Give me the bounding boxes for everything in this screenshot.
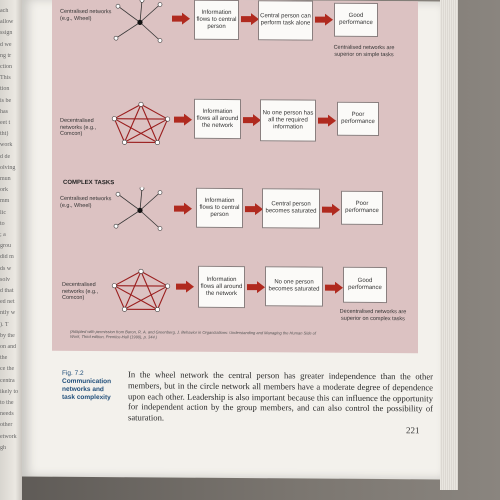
left-page-text: ntly w [0,310,16,317]
arrow-icon [315,14,333,26]
row-label-decentralised-complex: Decentralised networks (e.g., Comcon) [62,281,99,301]
network-link [114,286,157,310]
network-node [112,116,116,120]
network-node [140,187,144,190]
network-link [140,4,160,22]
network-link [140,0,142,22]
left-page-text: ed net [0,299,15,306]
network-link [114,119,157,143]
flow-box: Information flows all around the network [194,99,241,139]
network-node [155,307,159,311]
left-page-text: ssign [0,30,13,37]
network-link [141,271,168,286]
left-page-text: ). T [0,321,9,328]
outcome-box: Poor performance [341,191,383,225]
left-page-text: ce the [0,366,15,373]
network-node [165,284,169,288]
section-title: COMPLEX TASKS [63,179,115,187]
network-node [114,36,118,40]
network-link [141,104,168,119]
row-label-decentralised-simple: Decentralised networks (e.g., Comcon) [60,117,97,137]
arrow-icon [172,13,190,25]
page-number: 221 [406,425,420,436]
central-node [137,20,142,25]
left-page-text: work [0,142,13,149]
arrow-icon [318,115,336,127]
network-link [114,119,124,143]
left-page-text: to [0,220,5,227]
left-page-text: the [0,355,8,362]
arrow-icon [174,114,192,126]
network-node [122,307,126,311]
network-node [165,117,169,121]
flow-box: Central person can perform task alone [258,0,313,40]
figure-label [62,370,114,402]
flow-box: No one person has all the required information [260,99,316,141]
book-page [22,0,440,479]
network-link [140,22,160,40]
network-node [158,2,162,6]
left-page-text: on and [0,344,17,350]
network-link [125,286,168,310]
arrow-icon [174,203,192,215]
network-node [155,140,159,144]
left-page-text: is be [0,97,12,104]
left-page-text: has [0,108,8,115]
network-link [114,286,124,310]
row-label-centralised-simple: Centralised networks (e.g., Wheel) [60,8,112,22]
left-page-text: did m [0,254,14,261]
figure-title: Communication networks and task complexity [62,377,112,402]
network-link [114,104,141,119]
wheel-network-diagram [110,187,170,233]
left-page-text: ikely to [0,388,19,395]
network-link [125,104,141,142]
network-link [140,210,160,228]
network-node [139,102,143,106]
left-page-text: ; a [0,232,6,238]
left-page-text: other [0,422,13,429]
network-node [112,283,116,287]
arrow-icon [325,282,343,294]
comcon-network-diagram [108,98,174,148]
flow-box: Information flows to central person [194,0,239,40]
left-page-text: olving [0,164,16,171]
left-page-text: needs [0,411,14,418]
flow-box: Central person becomes saturated [262,188,320,228]
arrow-icon [176,281,194,293]
network-link [114,271,141,286]
left-page-text: d that [0,288,14,294]
wheel-network-diagram [110,0,170,46]
left-page-text: ng tr [0,52,12,59]
left-page-text: by the [0,332,15,339]
figure-credit: (Adapted with permission from Baron, R. A. and Greenberg, J. Behavior in Organizations: Understanding and Managing the Human Side of Work, Third edition, Prentice-Hall (1990), p. 344.) [70,328,316,340]
arrow-icon [322,204,340,216]
network-node [158,226,162,230]
arrow-icon [241,13,259,25]
left-page-text: ach [0,8,9,14]
network-link [116,22,140,38]
row-label-centralised-complex: Centralised networks (e.g., Wheel) [60,195,112,209]
left-page-text: ction [0,64,12,70]
page-stack-edge [440,0,458,490]
left-page-text: This [0,75,11,82]
outcome-box: Good performance [334,3,378,37]
figure-note: Centralised networks are superior on simple tasks [333,44,395,59]
left-page-text: eet t [0,120,11,126]
left-page-text: solv [0,276,11,283]
network-link [118,6,140,22]
arrow-icon [247,281,265,293]
left-page-text: gh [0,444,6,451]
network-link [140,192,160,210]
left-page-text: tht) [0,131,9,138]
flow-box: Information flows to central person [196,188,243,228]
network-link [125,271,141,309]
comcon-network-diagram [108,265,174,315]
left-page-text: ork [0,187,8,194]
outcome-box: Poor performance [337,102,379,136]
network-link [116,210,140,226]
network-node [116,4,120,8]
left-page-text: grou [0,243,11,250]
network-node [116,192,120,196]
outcome-box: Good performance [343,267,387,303]
flow-box: No one person becomes saturated [265,266,323,306]
network-link [125,119,168,143]
network-link [141,104,157,142]
left-page-text: to the [0,400,14,406]
network-link [157,286,167,310]
network-node [114,224,118,228]
left-page-text: d de [0,153,11,160]
network-node [158,190,162,194]
left-page-text: mun [0,176,11,182]
network-node [122,140,126,144]
left-page-text: tion [0,86,10,93]
left-page-text: ds w [0,265,12,272]
left-page-text: d we [0,41,12,48]
left-page-text: lic [0,209,6,216]
left-page-text: mm [0,198,10,205]
figure-number: Fig. 7.2 [62,369,84,377]
network-node [158,38,162,42]
left-page-text: allow [0,19,14,26]
left-page-text: etwork [0,433,17,440]
central-node [137,208,142,213]
left-page-text: centra [0,377,15,384]
network-link [140,188,142,210]
network-link [157,119,167,143]
network-link [118,194,140,210]
arrow-icon [245,203,263,215]
network-node [139,269,143,273]
figure-caption: In the wheel network the central person has greater independence than the other members, but in the circle network all members have a moderate degree of dependence upon each other. Leadership is also important because this can influence the opportunity for independent action by the group members, and can also control the possibility of saturation. [128,369,433,423]
figure-note: Decentralised networks are superior on complex tasks [339,308,407,323]
flow-box: Information flows all around the network [198,266,245,308]
network-node [140,0,144,2]
left-page-edge [0,0,22,500]
network-link [141,271,157,309]
arrow-icon [243,114,261,126]
